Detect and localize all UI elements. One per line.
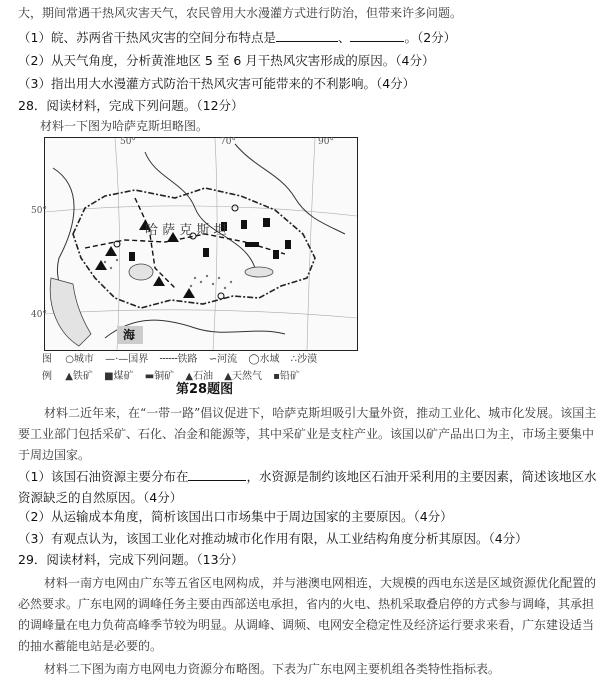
meridian-line [115, 138, 120, 350]
legend-item: 国界 [128, 354, 149, 365]
coal-mine-icon [263, 218, 270, 227]
oil-icon [153, 276, 165, 286]
coal-mine-icon [241, 220, 247, 229]
figure-caption: 第28题图 [176, 382, 234, 397]
legend-item: 水域 [259, 354, 280, 365]
map-sea-label: 海 [123, 328, 136, 342]
water-body [129, 264, 153, 280]
answer-blank[interactable] [188, 468, 246, 481]
longitude-label: 50° [120, 137, 136, 147]
natural-gas-icon [183, 288, 195, 298]
map-legend: 图 ○城市 —·—国界 ╌╌╌铁路 ∽河流 ◯水域 ∴沙漠 例 ▲铁矿 ■煤矿 ▬铜矿 ▲石油 ▲天然气 ▪铅矿 [42, 354, 318, 382]
answer-blank[interactable] [276, 29, 338, 42]
city-icon [232, 205, 238, 211]
q28-material1: 材料一下图为哈萨克斯坦略图。 [40, 119, 209, 133]
longitude-label: 70° [220, 137, 236, 147]
parallel-line [45, 310, 357, 318]
legend-item: 河流 [217, 354, 238, 365]
legend-item: 铅矿 [279, 371, 300, 382]
q28-sub1 [18, 466, 600, 508]
map-graphic [45, 138, 357, 350]
q28-sub1-prefix: （1）该国石油资源主要分布在 [18, 469, 189, 484]
coal-mine-icon [129, 252, 135, 261]
q27-sub1 [18, 29, 456, 47]
copper-mine-icon [273, 250, 279, 259]
kazakhstan-map [44, 137, 358, 351]
legend-item: 天然气 [231, 371, 262, 382]
legend-item: 城市 [73, 354, 94, 365]
iron-mine-icon [245, 242, 259, 247]
answer-blank[interactable] [350, 29, 404, 42]
q27-sub2: （2）从天气角度，分析黄淮地区 5 至 6 月干热风灾害形成的原因。（4分） [18, 53, 435, 68]
meridian-line [213, 138, 217, 350]
oil-icon [105, 246, 117, 256]
q29-material2: 材料二下图为南方电网电力资源分布略图。下表为广东电网主要机组各类特性指标表。 [44, 662, 501, 676]
latitude-label: 40° [31, 310, 47, 320]
q29-material1: 材料一南方电网由广东等五省区电网构成，并与港澳电网相连，大规模的西电东送是区域资源优化配置的必然要求。广东电网的调峰任务主要由西部送电承担，省内的火电、热机采取叠启停的方式参与调峰，其承担的调峰量在电力负荷高峰季节较为明显。从调峰、调频、电网安全稳定性及经济运行要求来看，广东建设适当的抽水蓄能电站是必要的。 [18, 576, 597, 653]
legend-item: 铜矿 [154, 371, 175, 382]
q28-sub1-suffix: ，水资源是制约该地区石油开采利用的主要因素，简述该地区水资源缺乏的自然原因。（4分） [18, 469, 597, 505]
latitude-label: 50° [31, 206, 47, 216]
q27-sub1-suffix: 。（2分） [404, 30, 457, 45]
q28-heading: 28．阅读材料，完成下列问题。（12分） [18, 98, 244, 113]
river [145, 152, 255, 268]
coal-mine-icon [285, 240, 291, 249]
city-icon [218, 293, 224, 299]
legend-item: 沙漠 [297, 354, 318, 365]
q27-sub1-sep: 、 [337, 30, 351, 45]
q27-sub1-prefix: （1）皖、苏两省干热风灾害的空间分布特点是 [18, 30, 276, 45]
legend-item: 铁矿 [72, 371, 93, 382]
legend-item: 石油 [193, 371, 214, 382]
q27-sub3: （3）指出用大水漫灌方式防治干热风灾害可能带来的不利影响。（4分） [18, 76, 416, 91]
q28-sub2: （2）从运输成本角度，简析该国出口市场集中于周边国家的主要原因。（4分） [18, 509, 453, 524]
legend-title: 例 [42, 371, 52, 382]
water-body [245, 267, 273, 277]
copper-mine-icon [203, 248, 209, 257]
q28-material2: 材料二近年来，在“一带一路”倡议促进下，哈萨克斯坦吸引大量外资，推动工业化、城市化发展。该国主要工业部门包括采矿、石化、冶金和能源等，其中采矿业是支柱产业。该国以矿产品出口为主，市场主要集中于周边国家。 [18, 406, 597, 462]
q29-heading: 29．阅读材料，完成下列问题。（13分） [18, 552, 244, 567]
legend-item: 铁路 [177, 354, 198, 365]
longitude-label: 90° [318, 137, 334, 147]
intro-line: 大，期间常遇干热风灾害天气，农民曾用大水漫灌方式进行防治，但带来许多问题。 [18, 6, 463, 20]
map-region-label: 哈 萨 克 斯 坦 [145, 223, 227, 238]
river [235, 144, 345, 234]
legend-title: 图 [42, 354, 52, 365]
legend-item: 煤矿 [113, 371, 134, 382]
q28-sub3: （3）有观点认为，该国工业化对推动城市化作用有限，从工业结构角度分析其原因。（4分） [18, 531, 528, 546]
